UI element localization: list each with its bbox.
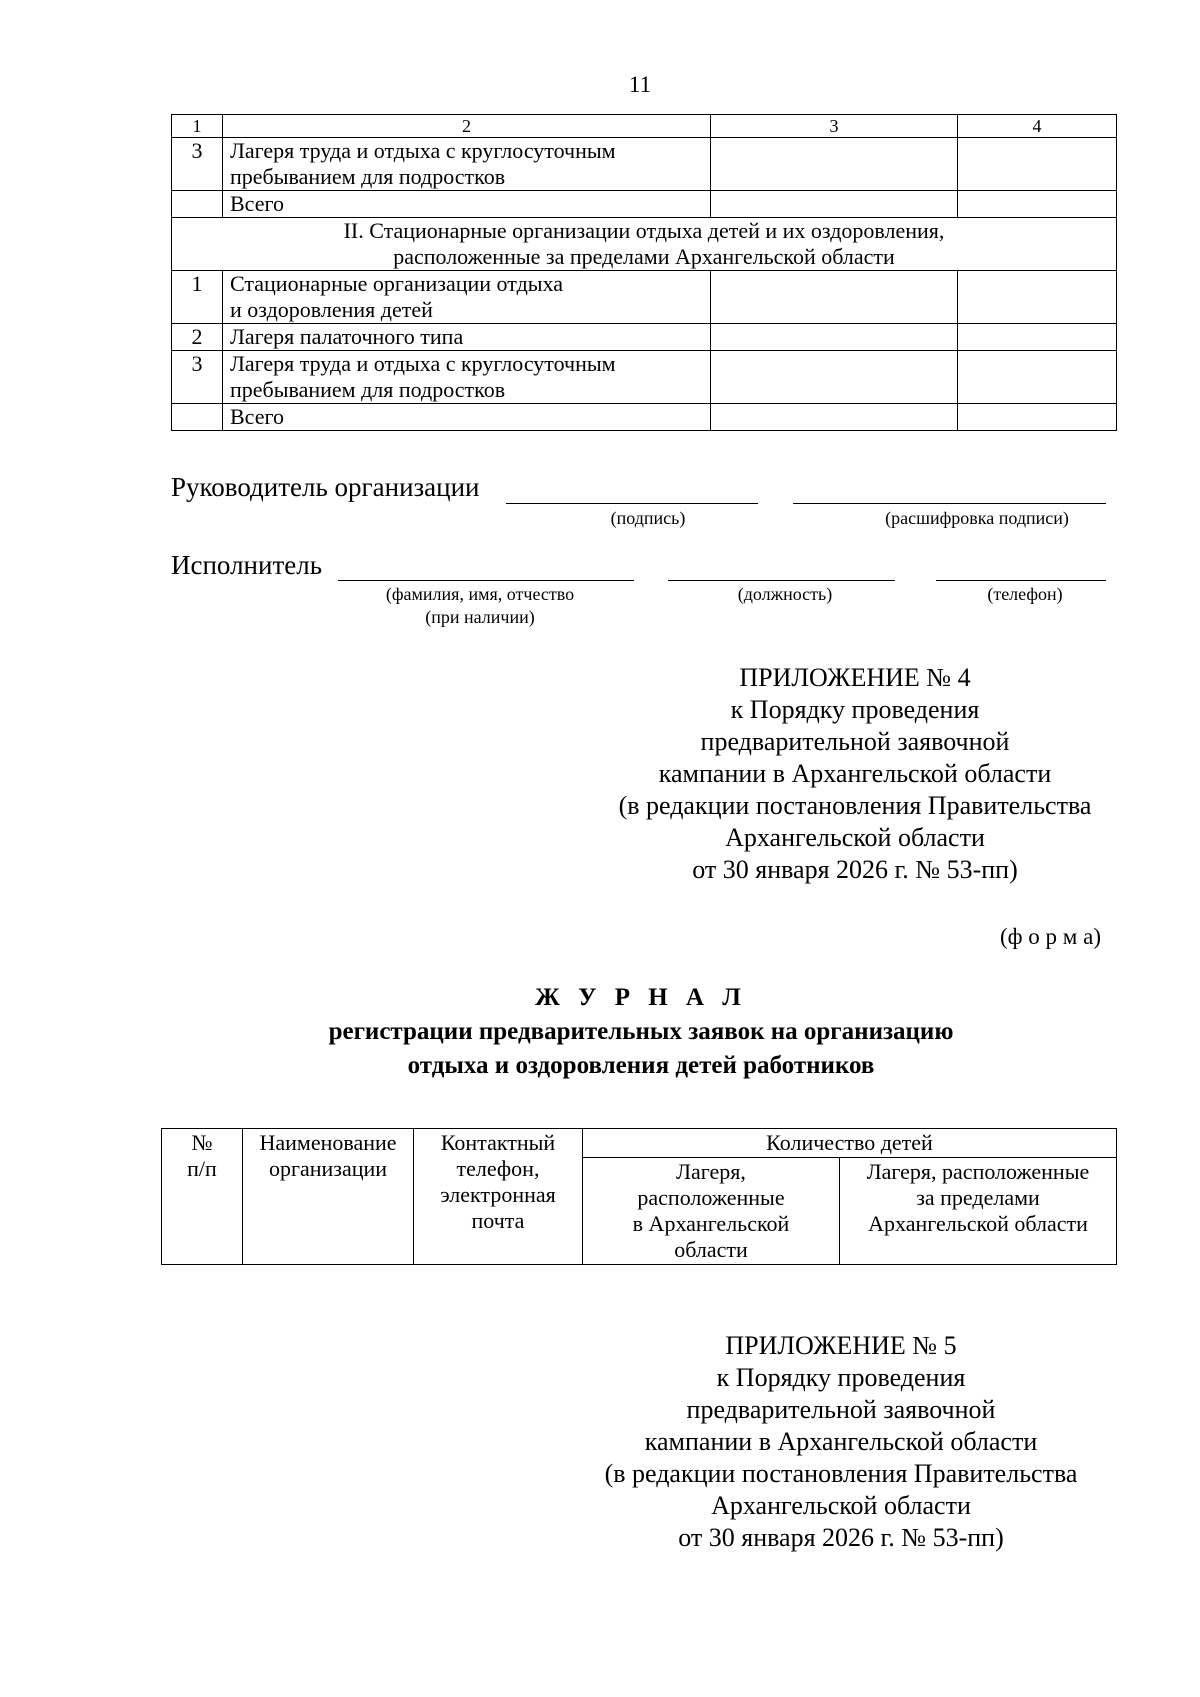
table-cell [711, 351, 958, 404]
row-number [172, 404, 223, 431]
annex-4-line: кампании в Архангельской области [658, 759, 1052, 788]
form-label: (ф о р м а) [1000, 924, 1101, 949]
page-number: 11 [628, 72, 652, 97]
header-line: организации [268, 1156, 388, 1181]
head-label: Руководитель организации [171, 472, 480, 502]
header-line: Архангельской области [868, 1211, 1088, 1236]
annex-4-title: ПРИЛОЖЕНИЕ № 4 [739, 663, 971, 692]
executor-position-line [668, 580, 895, 581]
executor-fio-caption: (фамилия, имя, отчество [385, 584, 575, 604]
journal-subtitle: регистрации предварительных заявок на организацию [328, 1018, 954, 1045]
annex-5-line: кампании в Архангельской области [644, 1427, 1038, 1456]
table-cell [711, 191, 958, 218]
journal-header-row [162, 1129, 1117, 1158]
row-number: 1 [172, 271, 223, 324]
journal-title: Ж У Р Н А Л [535, 984, 747, 1011]
col-organization-header [243, 1129, 414, 1265]
row-name: Всего [223, 404, 711, 431]
row-name [223, 351, 711, 404]
table-row-total [172, 404, 1117, 431]
camps-table [171, 114, 1117, 431]
row-name-line: Стационарные организации отдыха [230, 271, 564, 296]
executor-phone-caption: (телефон) [987, 584, 1063, 604]
table-cell [958, 191, 1117, 218]
table-header-row [172, 115, 1117, 138]
section-heading-row [172, 218, 1117, 271]
annex-5-line: к Порядку проведения [716, 1363, 966, 1392]
executor-position-caption: (должность) [737, 584, 833, 604]
annex-4-line: Архангельской области [725, 823, 985, 852]
annex-5-line: Архангельской области [711, 1491, 971, 1520]
annex-5-line: предварительной заявочной [686, 1395, 996, 1424]
header-line: телефон, [456, 1156, 540, 1181]
section-heading [172, 218, 1117, 271]
table-cell [711, 324, 958, 351]
header-line: Контактный [440, 1130, 556, 1155]
header-line: области [674, 1237, 748, 1262]
col-in-region-header [583, 1158, 840, 1265]
executor-fio-caption-2: (при наличии) [425, 607, 535, 627]
table-cell [958, 404, 1117, 431]
table-cell [958, 138, 1117, 191]
row-name: Всего [223, 191, 711, 218]
header-line: Наименование [259, 1130, 397, 1155]
journal-title-block [0, 981, 1200, 1083]
header-line: почта [471, 1208, 525, 1233]
executor-phone-line [936, 580, 1106, 581]
row-name [223, 138, 711, 191]
annex-4-line: предварительной заявочной [700, 727, 1010, 756]
table-cell [711, 271, 958, 324]
row-number [172, 191, 223, 218]
section-heading-line: расположенные за пределами Архангельской области [393, 244, 895, 269]
executor-fio-line [338, 580, 634, 581]
annex-5-line: (в редакции постановления Правительства [604, 1459, 1078, 1488]
row-name: Лагеря палаточного типа [223, 324, 711, 351]
head-decoding-caption: (расшифровка подписи) [885, 508, 1069, 528]
journal-subtitle: отдыха и оздоровления детей работников [407, 1052, 875, 1079]
annex-4-block [590, 662, 1120, 886]
col-contact-header [414, 1129, 583, 1265]
table-cell [958, 351, 1117, 404]
header-line: Лагеря, расположенные [866, 1159, 1090, 1184]
header-line: п/п [187, 1156, 217, 1181]
col-header-3: 3 [711, 115, 958, 138]
executor-label: Исполнитель [171, 550, 323, 580]
row-name-line: пребыванием для подростков [230, 377, 506, 402]
table-row [172, 351, 1117, 404]
col-number-header [162, 1129, 243, 1265]
col-out-region-header [840, 1158, 1117, 1265]
table-cell [711, 404, 958, 431]
head-signature-caption: (подпись) [610, 508, 686, 528]
row-name [223, 271, 711, 324]
header-line: Лагеря, [676, 1159, 746, 1184]
header-line: за пределами [916, 1185, 1040, 1210]
header-line: № [191, 1130, 213, 1155]
head-signature-line [506, 503, 758, 504]
table-cell [958, 324, 1117, 351]
row-name-line: пребыванием для подростков [230, 164, 506, 189]
row-name-line: и оздоровления детей [230, 297, 433, 322]
table-row [172, 324, 1117, 351]
section-heading-line: II. Стационарные организации отдыха детей и их оздоровления, [343, 218, 945, 243]
col-children-header: Количество детей [583, 1129, 1117, 1158]
annex-4-line: (в редакции постановления Правительства [618, 791, 1092, 820]
table-cell [711, 138, 958, 191]
header-line: расположенные [637, 1185, 785, 1210]
row-name-line: Лагеря труда и отдыха с круглосуточным [230, 351, 616, 376]
row-number: 2 [172, 324, 223, 351]
col-header-1: 1 [172, 115, 223, 138]
annex-5-block [576, 1330, 1106, 1554]
header-line: электронная [440, 1182, 556, 1207]
header-line: в Архангельской [632, 1211, 790, 1236]
row-number: 3 [172, 138, 223, 191]
col-header-2: 2 [223, 115, 711, 138]
annex-5-title: ПРИЛОЖЕНИЕ № 5 [725, 1331, 957, 1360]
row-name-line: Лагеря труда и отдыха с круглосуточным [230, 138, 616, 163]
table-row-total [172, 191, 1117, 218]
col-header-4: 4 [958, 115, 1117, 138]
table-row [172, 138, 1117, 191]
annex-4-line: от 30 января 2026 г. № 53-пп) [692, 855, 1018, 884]
annex-5-line: от 30 января 2026 г. № 53-пп) [678, 1523, 1004, 1552]
journal-table [161, 1128, 1117, 1265]
annex-4-line: к Порядку проведения [730, 695, 980, 724]
table-row [172, 271, 1117, 324]
head-decoding-line [793, 503, 1106, 504]
row-number: 3 [172, 351, 223, 404]
table-cell [958, 271, 1117, 324]
